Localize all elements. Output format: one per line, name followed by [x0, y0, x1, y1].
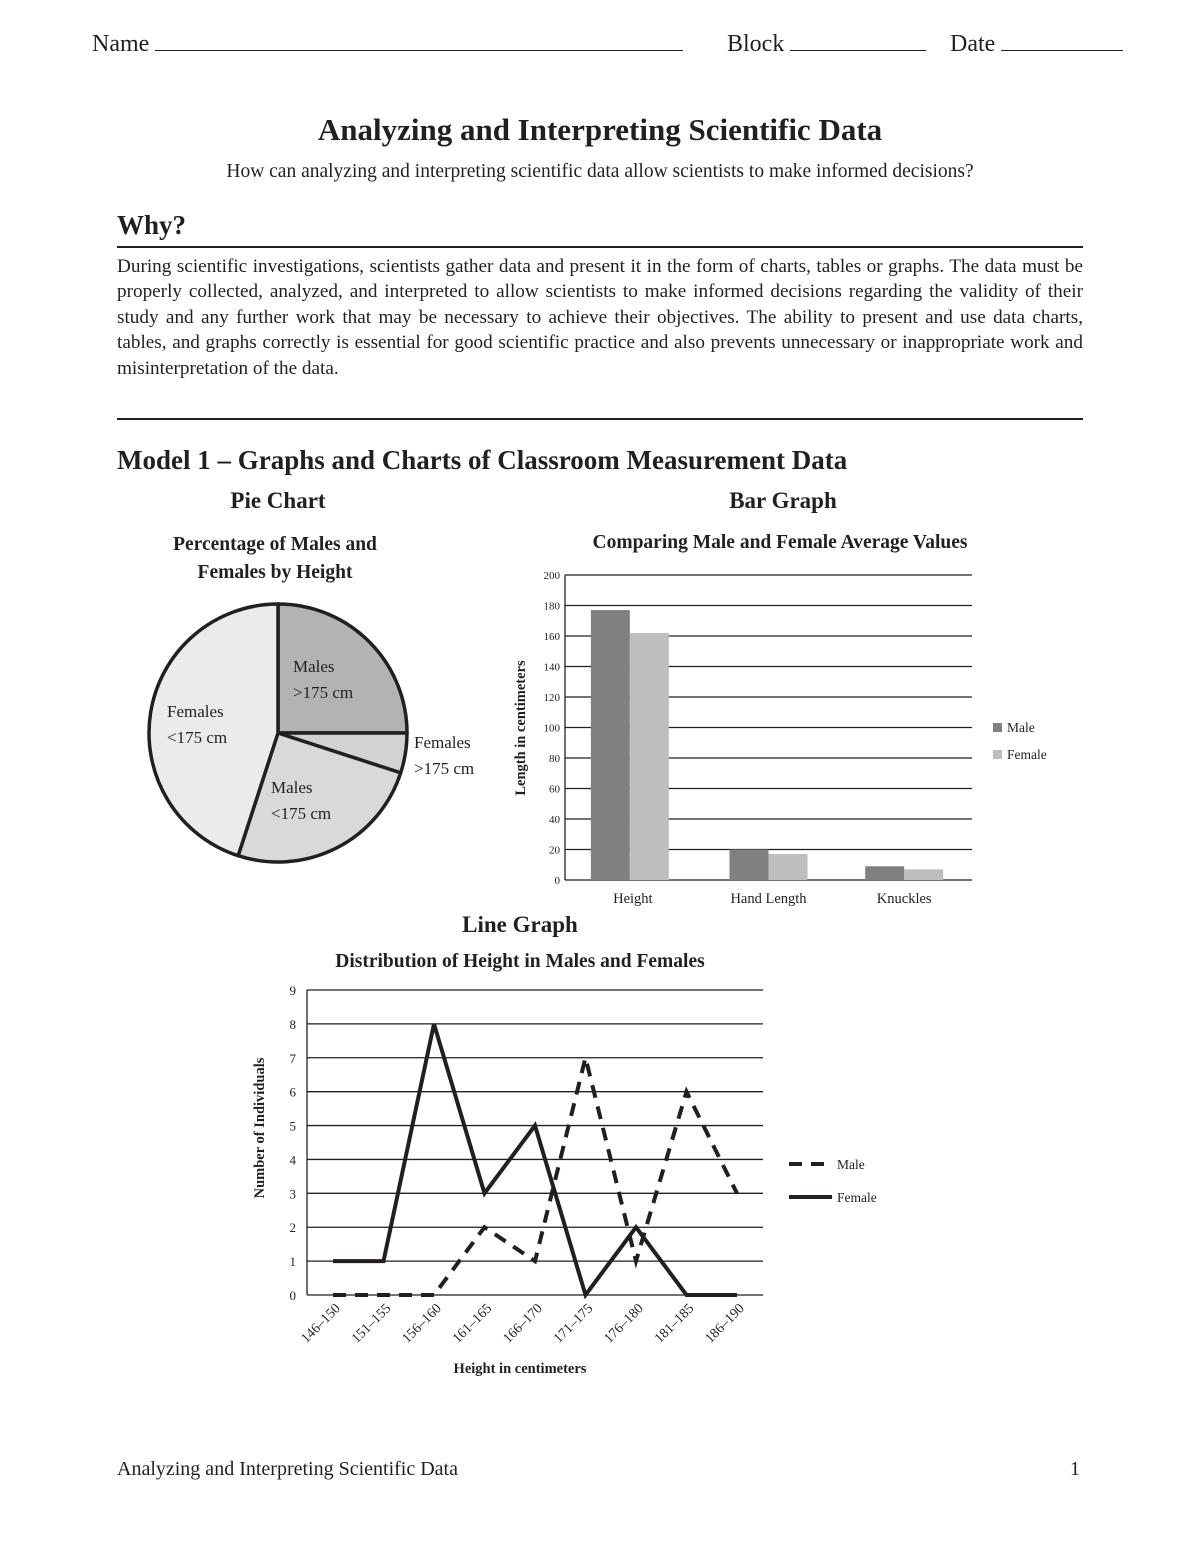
page-title: Analyzing and Interpreting Scientific Data — [317, 112, 883, 147]
pie-slice-label: <175 cm — [167, 728, 228, 747]
y-tick-label: 1 — [289, 1254, 296, 1270]
y-tick-label: 5 — [289, 1118, 296, 1134]
y-tick-label: 100 — [543, 722, 560, 735]
legend-swatch-male — [993, 723, 1002, 732]
why-heading: Why? — [117, 210, 187, 240]
model-heading: Model 1 – Graphs and Charts of Classroom Measurement Data — [117, 445, 848, 475]
y-tick-label: 6 — [289, 1084, 296, 1100]
bar-female — [769, 854, 808, 880]
pie-slice-label: >175 cm — [293, 683, 354, 702]
legend-label: Female — [837, 1190, 877, 1205]
y-tick-label: 2 — [289, 1220, 296, 1236]
y-axis-label: Length in centimeters — [513, 660, 529, 796]
line-chart-title: Distribution of Height in Males and Females — [335, 951, 705, 972]
date-label: Date — [950, 31, 996, 57]
x-tick-label: 146–150 — [298, 1301, 344, 1347]
x-tick-label: 161–165 — [450, 1301, 496, 1347]
y-tick-label: 120 — [543, 692, 560, 704]
x-tick-label: 151–155 — [349, 1301, 395, 1347]
pie-slice-label: Males — [293, 657, 335, 676]
y-axis-label: Number of Individuals — [252, 1057, 268, 1199]
y-tick-label: 8 — [289, 1016, 296, 1032]
x-tick-label: 186–190 — [702, 1301, 748, 1347]
pie-slice-label: Females — [414, 733, 471, 752]
y-tick-label: 40 — [549, 814, 560, 826]
name-label: Name — [92, 31, 150, 57]
page-number: 1 — [1070, 1458, 1080, 1480]
bar-female — [904, 869, 943, 880]
y-tick-label: 3 — [289, 1186, 296, 1202]
line-graph-label: Line Graph — [462, 912, 578, 937]
bar-chart-title: Comparing Male and Female Average Values — [592, 532, 968, 553]
bar-male — [865, 866, 904, 880]
block-label: Block — [727, 31, 785, 57]
y-tick-label: 4 — [289, 1152, 296, 1168]
pie-slice-label: Males — [271, 778, 313, 797]
y-tick-label: 60 — [549, 783, 560, 796]
y-tick-label: 0 — [289, 1288, 296, 1303]
y-tick-label: 80 — [549, 753, 560, 765]
legend-swatch-female — [993, 750, 1002, 759]
y-tick-label: 0 — [554, 875, 560, 887]
y-tick-label: 9 — [289, 983, 296, 998]
y-tick-label: 7 — [289, 1050, 296, 1066]
legend-label: Female — [1007, 747, 1047, 762]
why-paragraph: During scientific investigations, scientists gather data and present it in the form of charts, tables or graphs. The data must be properly collected, analyzed, and interpreted to allow scientists to make informed decisions regarding the validity of their study and any further work that may be necessary to achieve their objectives. The ability to present and use data charts, tables, and graphs correctly is essential for good scientific practice and also prevents unnecessary or inappropriate work and misinterpretation of the data. — [117, 256, 1083, 379]
x-axis-label: Height in centimeters — [453, 1361, 587, 1377]
pie-title-line1: Percentage of Males and — [173, 534, 377, 555]
legend-label: Male — [837, 1157, 865, 1172]
legend-label: Male — [1007, 720, 1035, 735]
bar-female — [630, 633, 669, 880]
pie-slice-label: >175 cm — [414, 759, 475, 778]
x-tick-label: 181–185 — [652, 1301, 698, 1347]
pie-slice-label: Females — [167, 702, 224, 721]
page-subtitle: How can analyzing and interpreting scientific data allow scientists to make informed decisions? — [226, 161, 974, 182]
x-category-label: Height — [613, 891, 653, 907]
y-tick-label: 180 — [543, 600, 560, 613]
x-tick-label: 156–160 — [399, 1301, 445, 1347]
x-category-label: Hand Length — [730, 891, 807, 907]
bar-male — [730, 850, 769, 881]
bar-graph-label: Bar Graph — [729, 488, 837, 513]
footer-title: Analyzing and Interpreting Scientific Data — [117, 1458, 458, 1480]
x-category-label: Knuckles — [876, 891, 932, 907]
pie-chart-label: Pie Chart — [230, 488, 326, 513]
y-tick-label: 140 — [543, 661, 560, 674]
x-tick-label: 176–180 — [601, 1301, 647, 1347]
pie-slice-label: <175 cm — [271, 804, 332, 823]
x-tick-label: 171–175 — [551, 1301, 597, 1347]
line-series-male — [333, 1058, 737, 1295]
y-tick-label: 160 — [543, 631, 560, 643]
pie-title-line2: Females by Height — [197, 562, 353, 583]
x-tick-label: 166–170 — [500, 1301, 546, 1347]
y-tick-label: 200 — [543, 570, 560, 582]
bar-male — [591, 610, 630, 880]
y-tick-label: 20 — [549, 844, 560, 857]
